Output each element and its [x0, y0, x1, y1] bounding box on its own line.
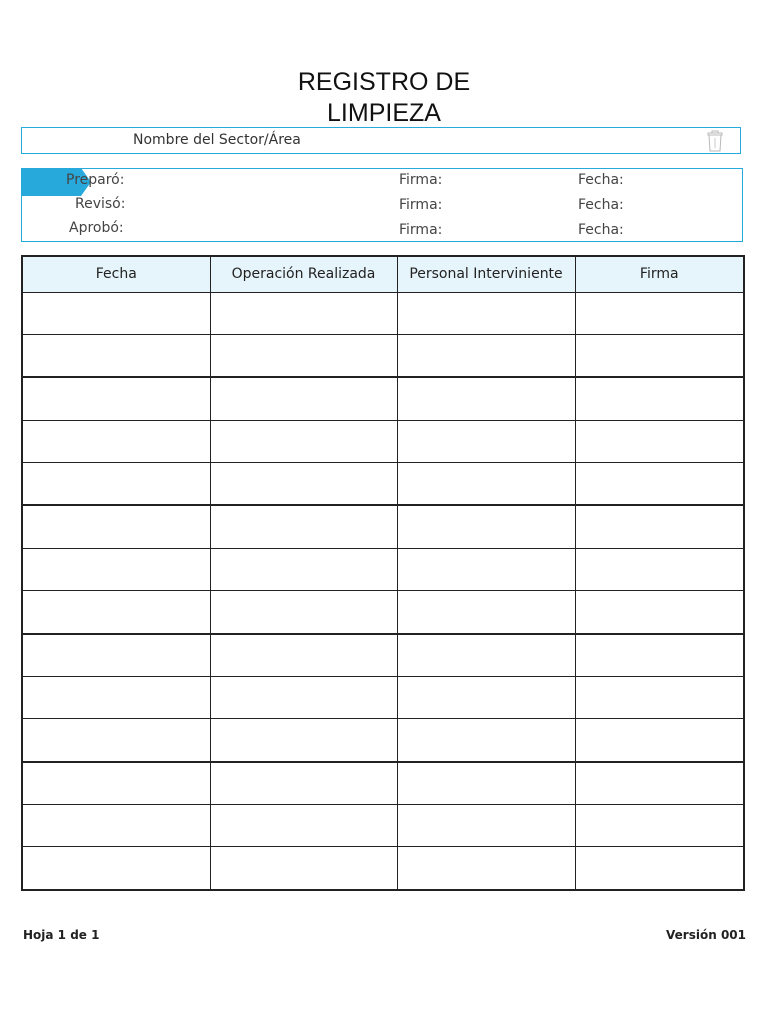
table-row	[22, 762, 744, 805]
date-cell[interactable]	[22, 420, 210, 463]
operation-cell[interactable]	[210, 719, 397, 762]
date-cell[interactable]	[22, 377, 210, 420]
operation-cell[interactable]	[210, 762, 397, 805]
reviewed-date-label[interactable]: Fecha:	[578, 197, 624, 213]
table-row	[22, 505, 744, 548]
prepared-date-label[interactable]: Fecha:	[578, 172, 624, 188]
personnel-cell[interactable]	[397, 676, 575, 719]
signature-cell[interactable]	[575, 505, 744, 548]
approved-date-label[interactable]: Fecha:	[578, 222, 624, 238]
column-header-signature: Firma	[575, 256, 744, 292]
column-header-date: Fecha	[22, 256, 210, 292]
date-cell[interactable]	[22, 548, 210, 591]
date-cell[interactable]	[22, 463, 210, 506]
trash-bin-icon	[706, 130, 724, 152]
date-cell[interactable]	[22, 335, 210, 378]
table-row	[22, 377, 744, 420]
operation-cell[interactable]	[210, 420, 397, 463]
signature-cell[interactable]	[575, 377, 744, 420]
signature-cell[interactable]	[575, 804, 744, 847]
reviewed-signature-label[interactable]: Firma:	[399, 197, 443, 213]
personnel-cell[interactable]	[397, 505, 575, 548]
table-row	[22, 719, 744, 762]
signature-cell[interactable]	[575, 463, 744, 506]
approved-signature-label[interactable]: Firma:	[399, 222, 443, 238]
operation-cell[interactable]	[210, 591, 397, 634]
cleaning-log-table	[21, 255, 745, 891]
column-header-operation: Operación Realizada	[210, 256, 397, 292]
personnel-cell[interactable]	[397, 335, 575, 378]
personnel-cell[interactable]	[397, 591, 575, 634]
table-row	[22, 463, 744, 506]
signature-cell[interactable]	[575, 292, 744, 335]
operation-cell[interactable]	[210, 377, 397, 420]
table-row	[22, 676, 744, 719]
document-title-line-1: REGISTRO DE	[297, 68, 471, 96]
signature-cell[interactable]	[575, 719, 744, 762]
operation-cell[interactable]	[210, 548, 397, 591]
table-row	[22, 548, 744, 591]
operation-cell[interactable]	[210, 804, 397, 847]
signature-cell[interactable]	[575, 847, 744, 890]
signature-cell[interactable]	[575, 591, 744, 634]
operation-cell[interactable]	[210, 463, 397, 506]
table-row	[22, 591, 744, 634]
personnel-cell[interactable]	[397, 804, 575, 847]
prepared-by-label: Preparó:	[66, 172, 125, 188]
signature-cell[interactable]	[575, 762, 744, 805]
operation-cell[interactable]	[210, 634, 397, 677]
personnel-cell[interactable]	[397, 762, 575, 805]
table-row	[22, 634, 744, 677]
personnel-cell[interactable]	[397, 719, 575, 762]
date-cell[interactable]	[22, 505, 210, 548]
table-header-row	[22, 256, 744, 292]
sector-field[interactable]	[21, 127, 741, 154]
table-row	[22, 335, 744, 378]
personnel-cell[interactable]	[397, 847, 575, 890]
personnel-cell[interactable]	[397, 292, 575, 335]
table-row	[22, 420, 744, 463]
prepared-signature-label[interactable]: Firma:	[399, 172, 443, 188]
signature-cell[interactable]	[575, 548, 744, 591]
date-cell[interactable]	[22, 804, 210, 847]
date-cell[interactable]	[22, 847, 210, 890]
signature-cell[interactable]	[575, 420, 744, 463]
table-body	[22, 292, 744, 890]
personnel-cell[interactable]	[397, 634, 575, 677]
signature-cell[interactable]	[575, 335, 744, 378]
sector-label: Nombre del Sector/Área	[133, 132, 301, 148]
reviewed-by-label: Revisó:	[75, 196, 126, 212]
version-label: Versión 001	[666, 928, 746, 942]
personnel-cell[interactable]	[397, 548, 575, 591]
date-cell[interactable]	[22, 634, 210, 677]
date-cell[interactable]	[22, 591, 210, 634]
date-cell[interactable]	[22, 762, 210, 805]
approved-by-label: Aprobó:	[69, 220, 124, 236]
signature-cell[interactable]	[575, 676, 744, 719]
document-title-line-2: LIMPIEZA	[327, 99, 441, 127]
column-header-personnel: Personal Interviniente	[397, 256, 575, 292]
approval-section	[21, 168, 743, 242]
operation-cell[interactable]	[210, 292, 397, 335]
date-cell[interactable]	[22, 292, 210, 335]
table-row	[22, 292, 744, 335]
date-cell[interactable]	[22, 676, 210, 719]
table-row	[22, 804, 744, 847]
personnel-cell[interactable]	[397, 420, 575, 463]
operation-cell[interactable]	[210, 847, 397, 890]
signature-cell[interactable]	[575, 634, 744, 677]
operation-cell[interactable]	[210, 676, 397, 719]
table-row	[22, 847, 744, 890]
page-number: Hoja 1 de 1	[23, 928, 100, 942]
operation-cell[interactable]	[210, 335, 397, 378]
personnel-cell[interactable]	[397, 463, 575, 506]
personnel-cell[interactable]	[397, 377, 575, 420]
operation-cell[interactable]	[210, 505, 397, 548]
date-cell[interactable]	[22, 719, 210, 762]
